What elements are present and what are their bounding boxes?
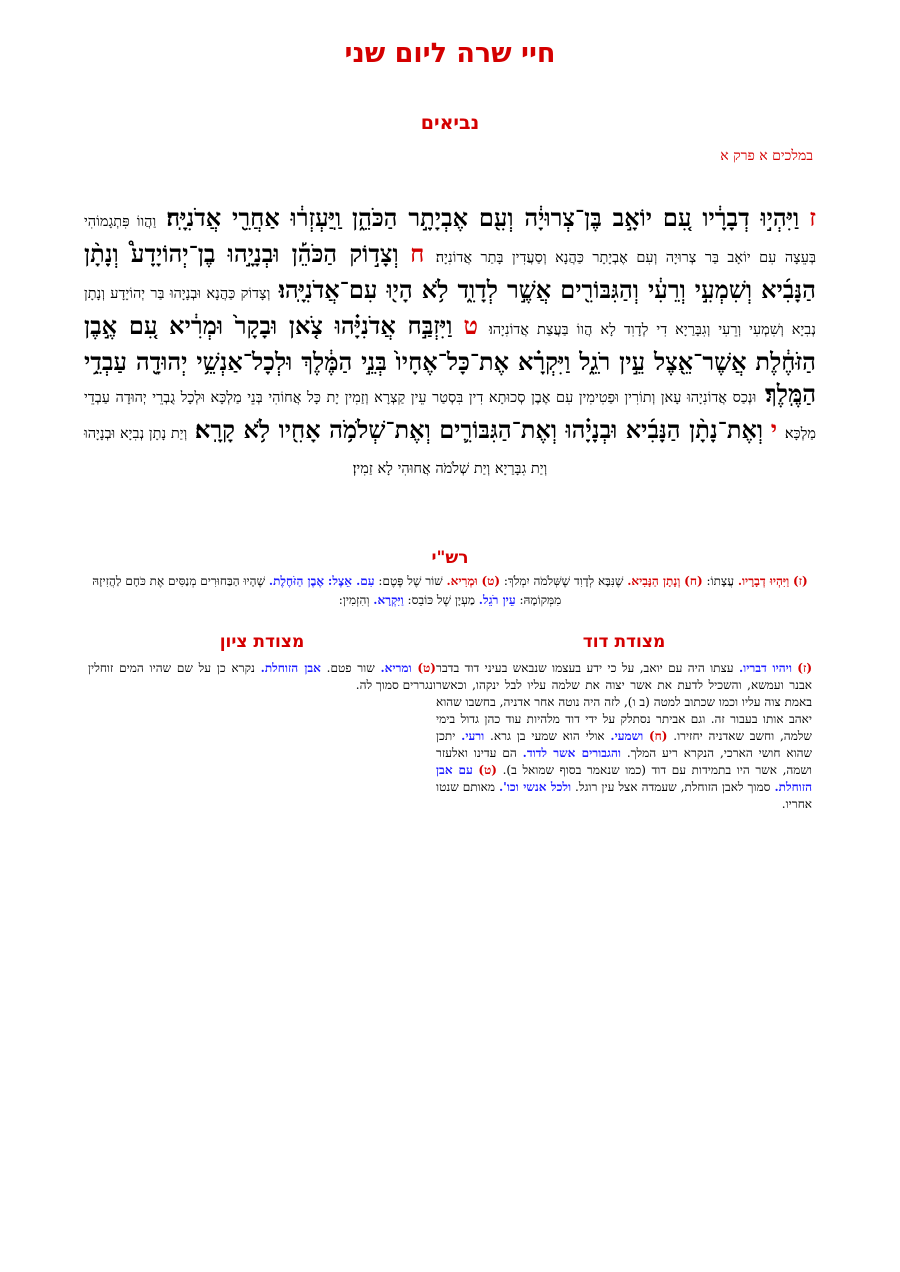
commentary-text: שור פטם. <box>326 661 375 675</box>
rashi-commentary <box>84 572 816 610</box>
rashi-text: מַעְיָן שֶׁל כּוֹבֵס: <box>407 593 475 607</box>
rashi-text: וְהִזְמִין: <box>338 593 370 607</box>
commentary-text: נקרא כן על שם שהיו המים זוחלין ונגררים סמוך לה. <box>88 661 436 692</box>
verse-number: י <box>770 415 778 444</box>
commentary-text: עצתו היה עם יואב, על כי ידע בעצמו שנבאש בעיני דוד בדבר אבנר ועמשא, והשכיל לדעת את אשר יצוה את שלמה עליו לבל ינקהו, וכאשר באמת צוה עליו וכמו שכתוב למטה (ב ו), לזה היה נוטה אחר אדניה, בחשבו שהוא יאהב אותו בעבור זה. וגם אביתר נסתלק על ידי דוד מלהיות עוד כהן גדול בימי שלמה, וחשב שאדניה יחזירו. <box>436 661 812 743</box>
commentary-heading: ולכל אנשי וכו'. <box>498 780 572 794</box>
commentary-text: מאותם שנטו אחריו. <box>436 780 812 811</box>
commentary-heading: אבן הזוחלת. <box>260 661 321 675</box>
rashi-text: שֶׁנִּבָּא לְדָוִד שֶׁשְּׁלֹמֹה יִמְלֹךְ: <box>503 574 624 588</box>
metzudat-david-commentary <box>436 660 812 813</box>
rashi-text: שֶׁהָיוּ הַבַּחוּרִים מְנַסִּים אֶת כֹּחָם לַהֲזִיזָהּ מִמְּקוֹמָהּ: <box>92 574 562 607</box>
verse-text: וְאֶת־נָתָ֨ן הַנָּבִ֜יא וּבְנָיָ֗הוּ וְאֶת־הַגִּבּוֹרִ֛ים וְאֶת־שְׁלֹמֹ֥ה אָחִ֖יו לֹ֥א קָרָֽא׃ <box>194 415 764 444</box>
commentary-text: הם עדינו ואלעזר ושמה, אשר היו בתמידות עם דוד (כמו שנאמר בסוף שמואל ב). <box>436 746 812 777</box>
commentary-text: יתכן שהוא חושי הארכי, הנקרא ריע המלך. <box>436 729 813 760</box>
rashi-heading: עִם. אֵצֶל: <box>327 574 375 588</box>
commentary-text: סמוך לאבן הזוחלת, שעמדה אצל עין רוגל. <box>575 780 771 794</box>
commentary-heading: ושמעי. <box>610 729 644 743</box>
commentary-ref: (ח) <box>649 729 668 743</box>
rashi-heading: וְנָתָן הַנָּבִיא. <box>627 574 681 588</box>
rashi-heading: וּמְרִיא. <box>446 574 478 588</box>
metzudat-zion-title: מצודת ציון <box>219 632 305 652</box>
rashi-heading: עֵין רֹגֵל. <box>478 593 516 607</box>
targum-text: וּנְכַס אֲדוֹנִיָהוּ עָאן וְתוֹרִין וּפַטִימִין עִם אֶבֶן סְכוּתָא דִין בִּסְטַר עֵין קַצְרָא וְזַמִין יָת כָּל אֲחוֹהִי בְּנֵי מַלְכָּא וּלְכָל גֻבְרֵי יְהוּדָה עַבְדֵי מַלְכָּא׃ <box>84 390 816 442</box>
commentary-heading: והגבורים אשר לדוד. <box>522 746 621 760</box>
section-title: נביאים <box>420 112 480 134</box>
commentary-heading: ורעי. <box>461 729 485 743</box>
rashi-heading: אֶבֶן הַזֹּחֶלֶת. <box>268 574 325 588</box>
rashi-ref: (ז) <box>793 574 808 588</box>
page-title: חיי שרה ליום שני <box>344 38 556 69</box>
targum-text: וַהֲווֹ פִּתְגָמוֹהִי בְּעֵצָה עִם יוֹאָב בַּר צְרוּיָה וְעִם אֶבְיָתָר כַּהֲנָא וְסַעֲדִין בָּתַר אֲדוֹנִיָה׃ <box>84 214 816 266</box>
rashi-heading: וַיִּהְיוּ דְבָרָיו. <box>737 574 790 588</box>
rashi-ref: (ח) <box>684 574 703 588</box>
verse-number: ז <box>809 203 816 232</box>
targum-text: וְצָדוֹק כַּהֲנָא וּבְנָיָהוּ בַּר יְהוֹיָדָע וְנָתָן נְבִיָא וְשִׁמְעִי וְרֵעִי וְגִבָּרַיָא דִי לְדָוִד לָא הֲווֹ בַּעֲצַת אֲדוֹנִיָהוּ׃ <box>84 286 816 338</box>
commentary-ref: (ז) <box>797 661 812 675</box>
rashi-heading: וַיִּקְרָא. <box>373 593 404 607</box>
rashi-text: עֲצָתוֹ: <box>706 574 734 588</box>
verse-text: וַיִּהְי֣וּ דְבָרָ֔יו עִ֚ם יוֹאָ֣ב בֶּן־צְרוּיָ֔ה וְעִ֖ם אֶבְיָתָ֣ר הַכֹּהֵ֑ן וַֽיַּעְזְר֔וּ אַחֲרֵ֖י אֲדֹנִיָּֽה׃ <box>166 203 800 232</box>
verse-text: וַיִּזְבַּ֣ח אֲדֹנִיָּ֗הוּ צֹ֤אן וּבָקָר֙ וּמְרִ֔יא עִ֚ם אֶ֣בֶן הַזֹּחֶ֔לֶת אֲשֶׁר־אֵ֖צֶל עֵ֣ין רֹגֵ֑ל וַיִּקְרָ֗א אֶת־כָּל־אֶחָיו֙ בְּנֵ֣י הַמֶּ֔לֶךְ וּלְכָל־אַנְשֵׁ֥י יְהוּדָ֖ה עַבְדֵ֥י הַמֶּֽלֶךְ׃ <box>84 311 816 408</box>
rashi-title: רש"י <box>431 548 469 568</box>
verse-number: ט <box>463 311 478 340</box>
verse <box>84 416 777 479</box>
commentary-heading: ויהיו דבריו. <box>738 661 792 675</box>
rashi-ref: (ט) <box>481 574 501 588</box>
rashi-text: שׁוֹר שֶׁל פֶּטֶם: <box>378 574 443 588</box>
verse-number: ח <box>410 239 425 268</box>
commentary-heading: ומריא. <box>380 661 412 675</box>
metzudat-zion-commentary <box>88 660 436 694</box>
commentary-heading: עם אבן הזוחלת. <box>436 763 812 794</box>
targum-text: וְיַת נָתָן נְבִיָא וּבְנָיָהוּ וְיַת גִבָּרַיָא וְיַת שְׁלֹמֹה אֲחוּהִי לָא זַמִין׃ <box>84 426 548 477</box>
verses-block <box>84 202 816 485</box>
verse-text: וְצָד֣וֹק הַכֹּהֵ֡ן וּבְנָיָ֣הוּ בֶן־יְהוֹיָדָע֩ וְנָתָ֨ן הַנָּבִ֜יא וְשִׁמְעִ֣י וְרֵעִ֔י וְהַגִּבּוֹרִ֖ים אֲשֶׁ֣ר לְדָוִ֑ד לֹ֥א הָי֖וּ עִם־אֲדֹנִיָּֽהוּ׃ <box>84 239 816 304</box>
commentary-ref: (ט) <box>417 661 436 675</box>
metzudat-david-title: מצודת דוד <box>582 632 666 652</box>
commentary-ref: (ט) <box>478 763 497 777</box>
chapter-reference: במלכים א פרק א <box>720 148 813 164</box>
commentary-text: אולי הוא שמעי בן גרא. <box>490 729 605 743</box>
